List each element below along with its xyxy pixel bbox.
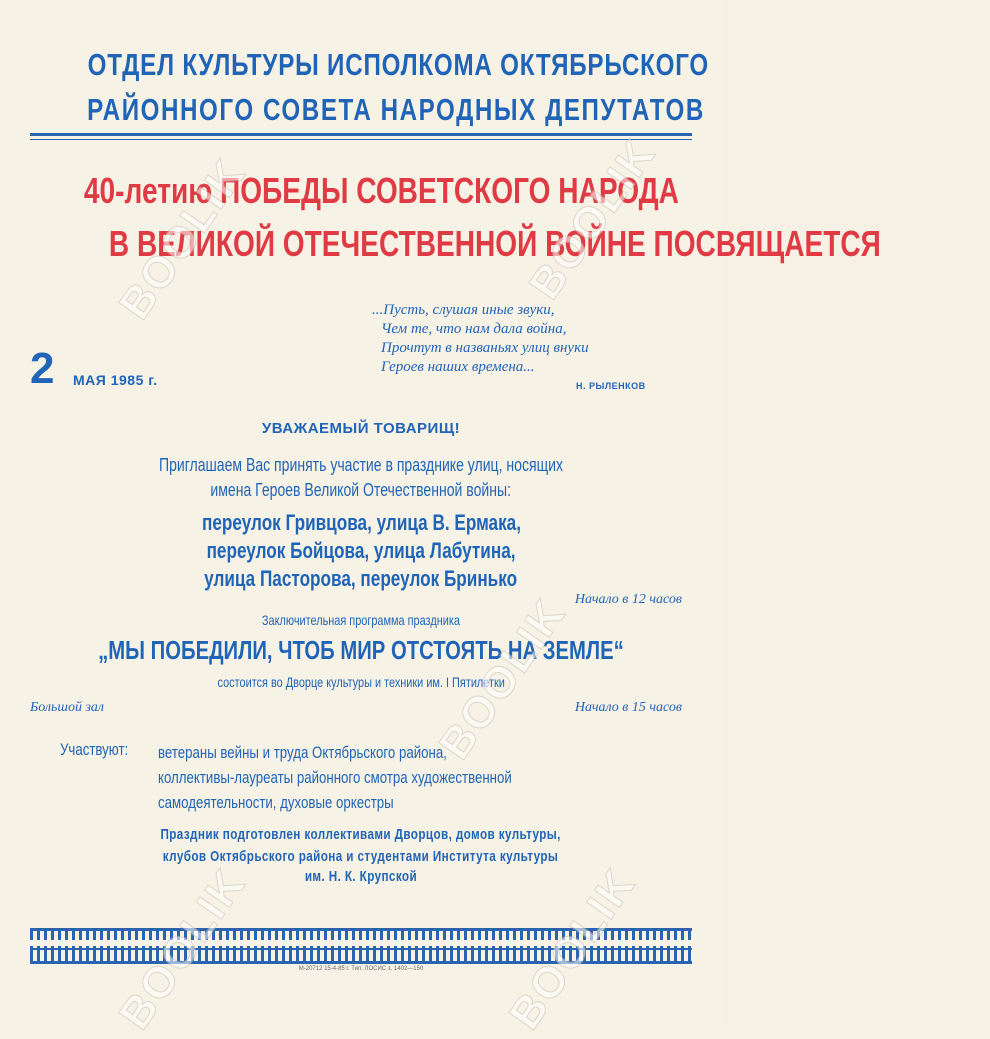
poem-line: Героев наших времена...: [381, 359, 535, 375]
invitation-line-1: Приглашаем Вас принять участие в празднике улиц, носящих: [158, 455, 564, 475]
header-line-2: РАЙОННОГО СОВЕТА НАРОДНЫХ ДЕПУТАТОВ: [87, 92, 705, 127]
venue: состоится во Дворце культуры и техники им. I Пятилетки: [217, 674, 505, 690]
greeting: УВАЖАЕМЫЙ ТОВАРИЩ!: [261, 420, 461, 437]
date-day: 2: [30, 344, 55, 393]
hall: Большой зал: [30, 700, 105, 715]
participants-list: [158, 740, 612, 815]
participants-line: коллективы-лауреаты районного смотра художественной: [158, 768, 512, 787]
participants-line: самодеятельности, духовые оркестры: [158, 793, 394, 812]
prepared-line-1: Праздник подготовлен коллективами Дворцов, домов культуры,: [160, 826, 562, 843]
poem-author: Н. РЫЛЕНКОВ: [576, 381, 646, 391]
title-line-1: 40-летию ПОБЕДЫ СОВЕТСКОГО НАРОДА: [83, 170, 679, 211]
start-time-15: Начало в 15 часов: [574, 700, 682, 715]
watermark: BOOLIK: [430, 590, 576, 769]
title-line-2: В ВЕЛИКОЙ ОТЕЧЕСТВЕННОЙ ВОЙНЕ ПОСВЯЩАЕТСЯ: [108, 223, 881, 264]
participants-label: Участвуют:: [60, 740, 129, 759]
final-program-title: „МЫ ПОБЕДИЛИ, ЧТОБ МИР ОТСТОЯТЬ НА ЗЕМЛЕ“: [98, 635, 624, 665]
print-imprint: М-20712 15-4-85 г. Тип. ЛОСИС з. 1402—150: [298, 966, 424, 972]
streets-line-2: переулок Бойцова, улица Лабутина,: [206, 538, 516, 563]
start-time-12: Начало в 12 часов: [574, 592, 682, 607]
prepared-line-2: клубов Октябрьского района и студентами Института культуры: [163, 848, 559, 865]
streets-line-3: улица Пасторова, переулок Бринько: [204, 566, 518, 591]
poem-line: Чем те, что нам дала война,: [381, 321, 567, 337]
invitation-line-2: имена Героев Великой Отечественной войны:: [210, 480, 512, 500]
epigraph-poem: [372, 301, 589, 377]
final-program-label: Заключительная программа праздника: [262, 612, 460, 628]
streets-line-1: переулок Гривцова, улица В. Ермака,: [201, 510, 521, 535]
prepared-line-3: им. Н. К. Крупской: [304, 868, 418, 885]
participants-line: ветераны вейны и труда Октябрьского района,: [158, 743, 447, 762]
header-rule-thin: [30, 139, 692, 140]
poem-line: Прочтут в названьях улиц внуки: [381, 340, 589, 356]
watermark: BOOLIK: [500, 860, 646, 1039]
header-rule: [30, 133, 692, 136]
watermark: BOOLIK: [520, 130, 666, 309]
date-month-year: МАЯ 1985 г.: [73, 372, 158, 388]
watermark: BOOLIK: [110, 150, 256, 329]
watermark: BOOLIK: [110, 860, 256, 1039]
header-line-1: ОТДЕЛ КУЛЬТУРЫ ИСПОЛКОМА ОКТЯБРЬСКОГО: [87, 47, 710, 82]
poem-line: ...Пусть, слушая иные звуки,: [372, 302, 555, 318]
